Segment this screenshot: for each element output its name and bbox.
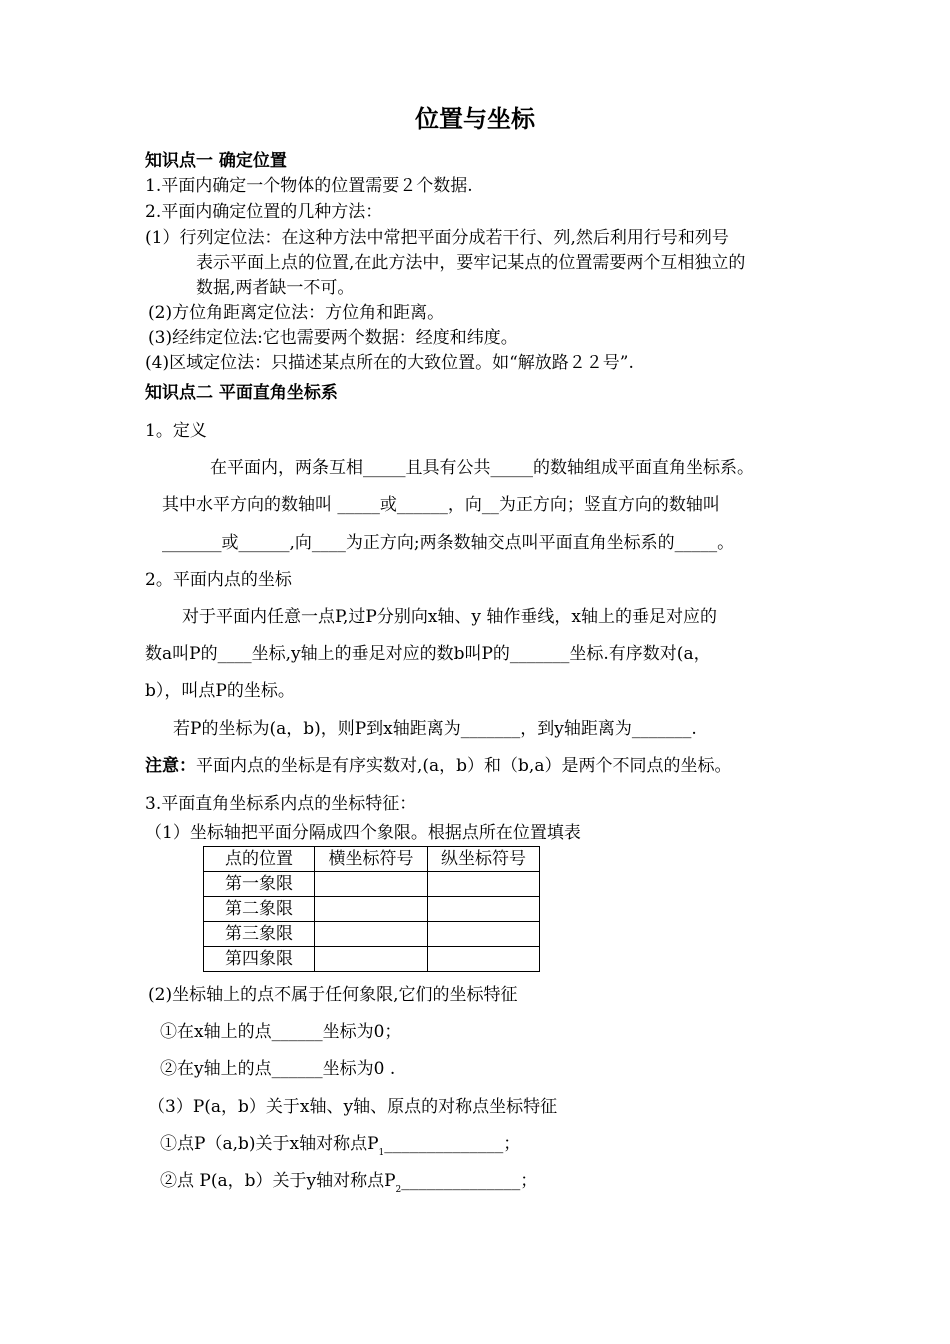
symmetry-y-text: ②点 P(a，b）关于y轴对称点P <box>160 1171 396 1191</box>
table-header: 纵坐标符号 <box>428 847 540 872</box>
table-cell[interactable] <box>428 872 540 897</box>
paragraph: (2)方位角距离定位法：方位角和距离。 <box>148 303 445 323</box>
feature-title: 3.平面直角坐标系内点的坐标特征： <box>145 794 417 814</box>
coord-line: 若P的坐标为(a，b)，则P到x轴距离为_______，到y轴距离为_______. <box>173 719 697 739</box>
feature-3: （3）P(a，b）关于x轴、y轴、原点的对称点坐标特征 <box>148 1097 558 1117</box>
paragraph: (3)经纬定位法:它也需要两个数据：经度和纬度。 <box>148 328 518 348</box>
table-header: 横坐标符号 <box>315 847 428 872</box>
table-cell[interactable] <box>315 947 428 972</box>
subscript: 1 <box>378 1148 385 1158</box>
note-label: 注意： <box>145 756 196 776</box>
axis-y-line: ②在y轴上的点______坐标为0 . <box>160 1059 396 1079</box>
symmetry-x-text: ①点P（a,b)关于x轴对称点P <box>160 1134 379 1154</box>
section1-heading: 知识点一 确定位置 <box>145 151 287 171</box>
symmetry-x-line <box>160 1133 520 1164</box>
table-cell[interactable] <box>315 922 428 947</box>
note <box>145 755 731 777</box>
symmetry-y-line <box>160 1170 537 1201</box>
table-cell: 第三象限 <box>204 922 315 947</box>
coord-line: b），叫点P的坐标。 <box>145 681 295 701</box>
paragraph: 数据,两者缺一不可。 <box>196 278 355 298</box>
feature-2: (2)坐标轴上的点不属于任何象限,它们的坐标特征 <box>148 985 518 1005</box>
definition-line: _______或______,向____为正方向;两条数轴交点叫平面直角坐标系的_____。 <box>162 533 735 553</box>
table-row <box>204 872 540 897</box>
table-header-row <box>204 847 540 872</box>
coord-line: 对于平面内任意一点P,过P分别向x轴、y 轴作垂线，x轴上的垂足对应的 <box>182 607 718 627</box>
table-cell[interactable] <box>428 947 540 972</box>
table-header: 点的位置 <box>204 847 315 872</box>
table-cell: 第一象限 <box>204 872 315 897</box>
table-row <box>204 897 540 922</box>
feature-1: （1）坐标轴把平面分隔成四个象限。根据点所在位置填表 <box>145 823 581 843</box>
definition-line: 在平面内，两条互相_____且具有公共_____的数轴组成平面直角坐标系。 <box>210 458 754 478</box>
page-title: 位置与坐标 <box>415 104 535 133</box>
paragraph: 1.平面内确定一个物体的位置需要２个数据. <box>145 176 473 196</box>
table-row <box>204 922 540 947</box>
table-cell[interactable] <box>315 872 428 897</box>
table-row <box>204 947 540 972</box>
coord-title: 2。平面内点的坐标 <box>145 570 292 590</box>
table-cell[interactable] <box>428 897 540 922</box>
table-cell: 第二象限 <box>204 897 315 922</box>
paragraph: 表示平面上点的位置,在此方法中，要牢记某点的位置需要两个互相独立的 <box>196 253 746 273</box>
paragraph: 2.平面内确定位置的几种方法： <box>145 202 383 222</box>
axis-x-line: ①在x轴上的点______坐标为0； <box>160 1022 402 1042</box>
subscript: 2 <box>395 1185 402 1195</box>
table-cell[interactable] <box>428 922 540 947</box>
answer-blank: ______________； <box>401 1171 538 1191</box>
coord-line: 数a叫P的____坐标,y轴上的垂足对应的数b叫P的_______坐标.有序数对(a， <box>145 644 711 664</box>
definition-title: 1。定义 <box>145 421 207 441</box>
quadrant-table <box>203 846 540 972</box>
table-cell[interactable] <box>315 897 428 922</box>
answer-blank: ______________； <box>384 1134 521 1154</box>
definition-line: 其中水平方向的数轴叫 _____或______，向__为正方向；竖直方向的数轴叫 <box>162 495 720 515</box>
table-cell: 第四象限 <box>204 947 315 972</box>
paragraph: (4)区域定位法：只描述某点所在的大致位置。如“解放路２２号”. <box>145 353 634 373</box>
section2-heading: 知识点二 平面直角坐标系 <box>145 383 338 403</box>
note-text: 平面内点的坐标是有序实数对,(a，b）和（b,a）是两个不同点的坐标。 <box>196 756 732 776</box>
paragraph: (1）行列定位法：在这种方法中常把平面分成若干行、列,然后利用行号和列号 <box>145 228 729 248</box>
